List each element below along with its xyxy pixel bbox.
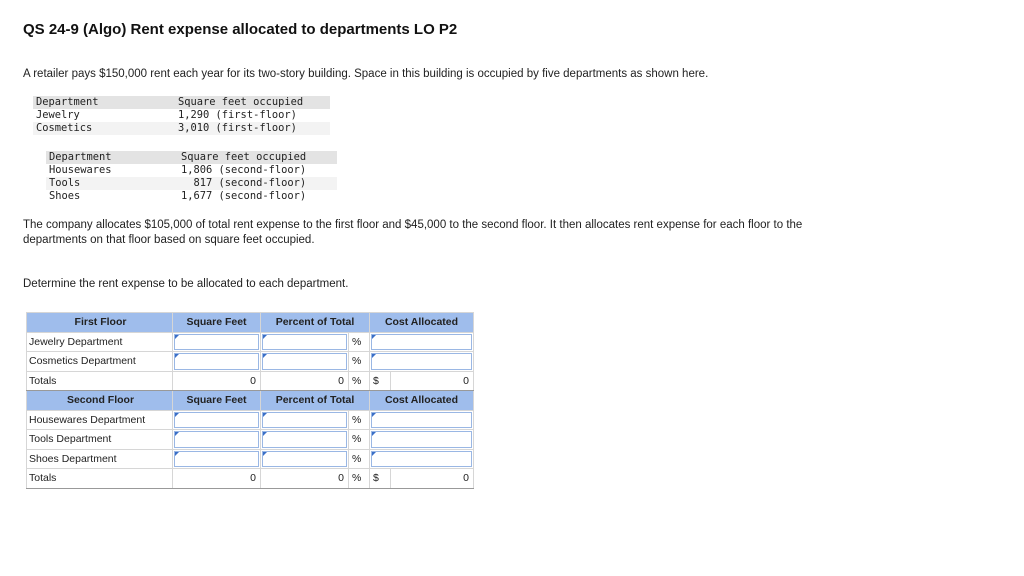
dept-sqft: 1,290 (first-floor) <box>178 109 297 121</box>
first-floor-header: First Floor <box>27 313 173 333</box>
shoes-cost-input[interactable] <box>371 451 472 468</box>
percent-sign: % <box>349 332 370 352</box>
percent-sign: % <box>349 469 370 489</box>
dept-header: Department <box>46 151 177 164</box>
percent-sign: % <box>349 371 370 391</box>
dept-name: Shoes <box>49 190 81 202</box>
cosmetics-cost-input[interactable] <box>371 353 472 370</box>
row-label: Housewares Department <box>27 410 173 430</box>
percent-header: Percent of Total <box>261 313 370 333</box>
sqft-header: Square feet occupied <box>177 151 337 164</box>
cosmetics-sqft-input[interactable] <box>174 353 259 370</box>
second-floor-info-table <box>46 151 337 203</box>
jewelry-cost-input[interactable] <box>371 334 472 351</box>
housewares-cost-input[interactable] <box>371 412 472 429</box>
instruction-text: Determine the rent expense to be allocated to each department. <box>23 278 349 290</box>
percent-sign: % <box>349 449 370 469</box>
percent-sign: % <box>349 352 370 372</box>
dept-name: Housewares <box>49 164 112 176</box>
totals-label: Totals <box>27 469 173 489</box>
dept-sqft: 3,010 (first-floor) <box>174 122 330 135</box>
dollar-sign: $ <box>370 371 391 391</box>
row-label: Jewelry Department <box>27 332 173 352</box>
totals-label: Totals <box>27 371 173 391</box>
page-title: QS 24-9 (Algo) Rent expense allocated to departments LO P2 <box>23 21 458 38</box>
shoes-sqft-input[interactable] <box>174 451 259 468</box>
total-sqft-value: 0 <box>173 469 261 489</box>
intro-text: A retailer pays $150,000 rent each year for its two-story building. Space in this building is occupied by five departments as shown here. <box>23 68 709 80</box>
dept-name: Tools <box>46 177 177 190</box>
cost-header: Cost Allocated <box>370 391 474 411</box>
percent-sign: % <box>349 430 370 450</box>
dept-sqft: 1,806 (second-floor) <box>181 164 307 176</box>
square-feet-header: Square Feet <box>173 313 261 333</box>
allocation-grid <box>26 312 474 489</box>
total-percent-value: 0 <box>261 371 349 391</box>
tools-cost-input[interactable] <box>371 431 472 448</box>
dept-name: Cosmetics <box>33 122 174 135</box>
dollar-sign: $ <box>370 469 391 489</box>
sqft-header: Square feet occupied <box>174 96 330 109</box>
second-floor-header: Second Floor <box>27 391 173 411</box>
total-cost-value: 0 <box>391 371 474 391</box>
dept-sqft: 817 (second-floor) <box>177 177 337 190</box>
cost-header: Cost Allocated <box>370 313 474 333</box>
tools-percent-input[interactable] <box>262 431 347 448</box>
shoes-percent-input[interactable] <box>262 451 347 468</box>
percent-header: Percent of Total <box>261 391 370 411</box>
jewelry-percent-input[interactable] <box>262 334 347 351</box>
cosmetics-percent-input[interactable] <box>262 353 347 370</box>
dept-name: Jewelry <box>36 109 80 121</box>
total-percent-value: 0 <box>261 469 349 489</box>
total-sqft-value: 0 <box>173 371 261 391</box>
dept-sqft: 1,677 (second-floor) <box>181 190 307 202</box>
dept-header: Department <box>33 96 174 109</box>
total-cost-value: 0 <box>391 469 474 489</box>
jewelry-sqft-input[interactable] <box>174 334 259 351</box>
row-label: Cosmetics Department <box>27 352 173 372</box>
percent-sign: % <box>349 410 370 430</box>
housewares-sqft-input[interactable] <box>174 412 259 429</box>
tools-sqft-input[interactable] <box>174 431 259 448</box>
housewares-percent-input[interactable] <box>262 412 347 429</box>
square-feet-header: Square Feet <box>173 391 261 411</box>
row-label: Shoes Department <box>27 449 173 469</box>
row-label: Tools Department <box>27 430 173 450</box>
allocation-text: The company allocates $105,000 of total rent expense to the first floor and $45,000 to the second floor. It then allocates rent expense for each floor to the departments on that floor based on square feet occupied. <box>23 219 803 246</box>
first-floor-info-table <box>33 96 330 135</box>
